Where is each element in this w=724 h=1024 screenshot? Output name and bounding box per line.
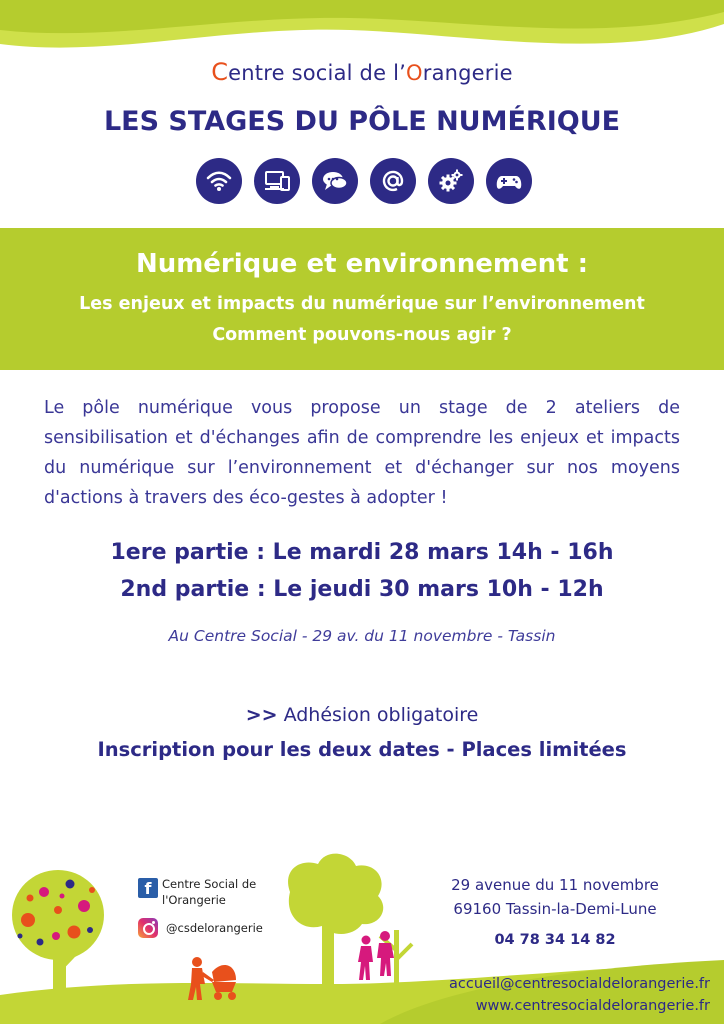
banner-question: Comment pouvons-nous agir ? xyxy=(212,325,512,345)
intro-paragraph: Le pôle numérique vous propose un stage de 2 ateliers de sensibilisation et d'échanges afin de comprendre les enjeux et impacts du numérique sur l’environnement et d'échanger sur nos moyens d'actions à travers des éco-gestes à adopter ! xyxy=(44,398,680,508)
theme-icon-row xyxy=(196,158,532,204)
phone-number[interactable]: 04 78 34 14 82 xyxy=(494,932,616,948)
session-date-2: 2nd partie : Le jeudi 30 mars 10h - 12h xyxy=(120,577,604,602)
address-street: 29 avenue du 11 novembre xyxy=(451,876,659,894)
devices-icon xyxy=(254,158,300,204)
page-title: LES STAGES DU PÔLE NUMÉRIQUE xyxy=(103,106,621,137)
instagram-contact[interactable] xyxy=(138,918,263,938)
walking-people-illustration xyxy=(358,931,394,980)
gamepad-icon xyxy=(486,158,532,204)
banner-subtitle: Les enjeux et impacts du numérique sur l’environnement xyxy=(79,294,645,314)
organization-name: Centre social de l’Orangerie xyxy=(211,58,513,86)
facebook-contact[interactable] xyxy=(138,876,256,908)
session-date-1: 1ere partie : Le mardi 28 mars 14h - 16h xyxy=(110,540,614,565)
facebook-name: Centre Social de l'Orangerie xyxy=(162,877,257,907)
website-link[interactable]: www.centresocialdelorangerie.fr xyxy=(475,998,710,1014)
gears-icon xyxy=(428,158,474,204)
instagram-icon xyxy=(138,918,158,938)
instagram-handle: @csdelorangerie xyxy=(166,921,263,935)
address-city: 69160 Tassin-la-Demi-Lune xyxy=(453,900,657,918)
chat-icon xyxy=(312,158,358,204)
location-text: Au Centre Social - 29 av. du 11 novembre - Tassin xyxy=(168,627,556,645)
membership-notice: >> Adhésion obligatoire xyxy=(245,704,479,726)
wifi-icon xyxy=(196,158,242,204)
banner-title: Numérique et environnement : xyxy=(135,249,589,279)
facebook-icon: f xyxy=(138,878,158,898)
registration-notice: Inscription pour les deux dates - Places limitées xyxy=(97,738,627,761)
at-sign-icon xyxy=(370,158,416,204)
email-link[interactable]: accueil@centresocialdelorangerie.fr xyxy=(449,976,710,992)
